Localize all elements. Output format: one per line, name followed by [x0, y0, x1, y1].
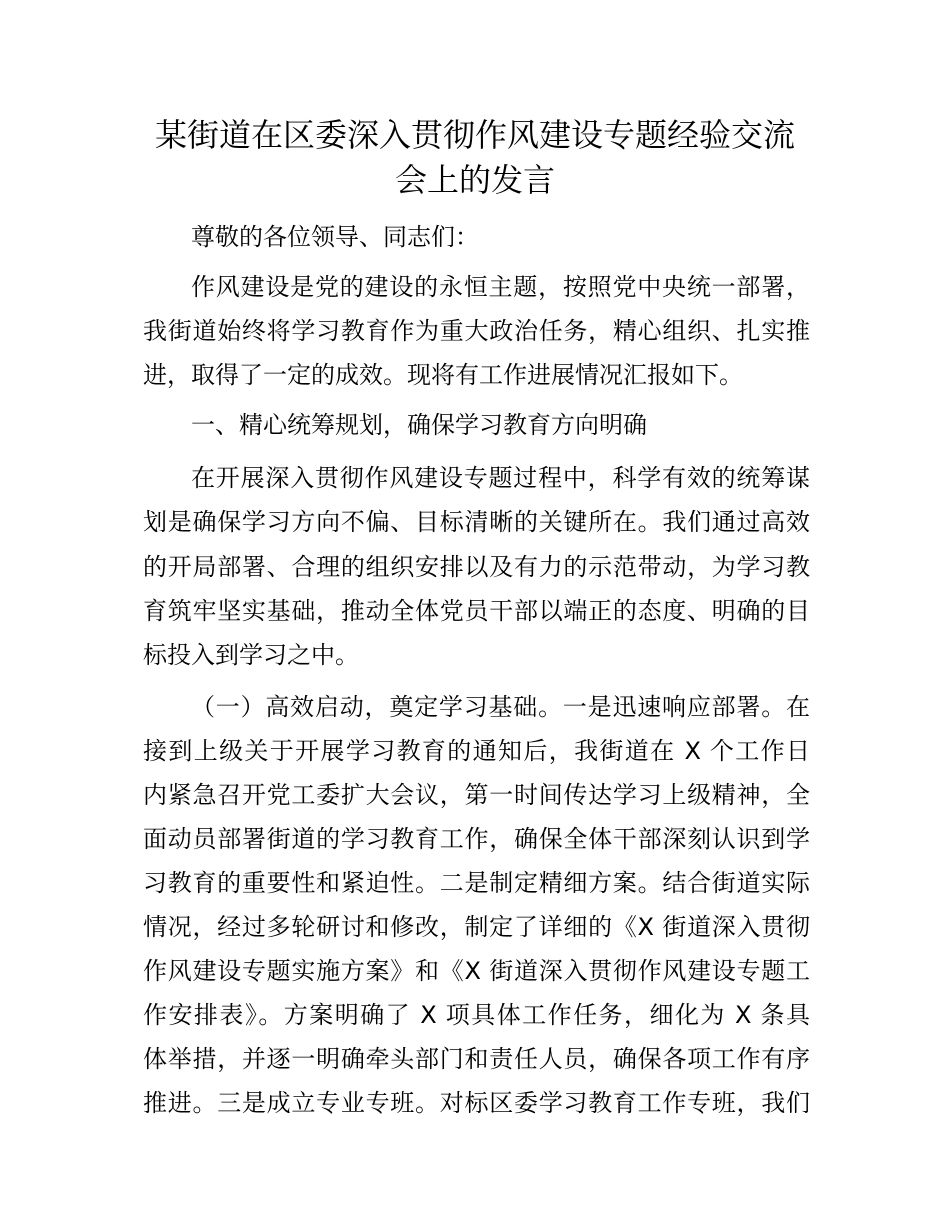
document-title-line-1: 某街道在区委深入贯彻作风建设专题经验交流 [154, 116, 795, 154]
paragraph-line: 一、精心统筹规划，确保学习教育方向明确 [191, 411, 647, 439]
paragraph-line: 作风建设专题实施方案》和《X 街道深入贯彻作风建设专题工 [143, 957, 810, 985]
paragraph-line: 情况，经过多轮研讨和修改，制定了详细的《X 街道深入贯彻 [143, 913, 810, 941]
paragraph-line: 内紧急召开党工委扩大会议，第一时间传达学习上级精神，全 [143, 781, 810, 809]
paragraph-line: 标投入到学习之中。 [143, 641, 359, 669]
paragraph-line: 习教育的重要性和紧迫性。二是制定精细方案。结合街道实际 [143, 869, 810, 897]
paragraph-line: 的开局部署、合理的组织安排以及有力的示范带动，为学习教 [143, 553, 810, 581]
paragraph-line: 尊敬的各位领导、同志们： [191, 223, 479, 251]
paragraph-line: 进，取得了一定的成效。现将有工作进展情况汇报如下。 [143, 361, 743, 389]
paragraph-line: 推进。三是成立专业专班。对标区委学习教育工作专班，我们 [143, 1089, 810, 1117]
paragraph-line: 在开展深入贯彻作风建设专题过程中，科学有效的统筹谋 [191, 464, 810, 492]
paragraph-line: 接到上级关于开展学习教育的通知后，我街道在 X 个工作日 [143, 737, 810, 765]
paragraph-line: （一）高效启动，奠定学习基础。一是迅速响应部署。在 [191, 693, 810, 721]
paragraph-line: 育筑牢坚实基础，推动全体党员干部以端正的态度、明确的目 [143, 597, 810, 625]
paragraph-line: 我街道始终将学习教育作为重大政治任务，精心组织、扎实推 [143, 317, 810, 345]
paragraph-line: 作风建设是党的建设的永恒主题，按照党中央统一部署， [191, 273, 810, 301]
document-title-line-2: 会上的发言 [394, 161, 555, 199]
paragraph-line: 划是确保学习方向不偏、目标清晰的关键所在。我们通过高效 [143, 508, 810, 536]
paragraph-line: 作安排表》。方案明确了 X 项具体工作任务，细化为 X 条具 [143, 1001, 810, 1029]
paragraph-line: 面动员部署街道的学习教育工作，确保全体干部深刻认识到学 [143, 825, 810, 853]
paragraph-line: 体举措，并逐一明确牵头部门和责任人员，确保各项工作有序 [143, 1045, 810, 1073]
